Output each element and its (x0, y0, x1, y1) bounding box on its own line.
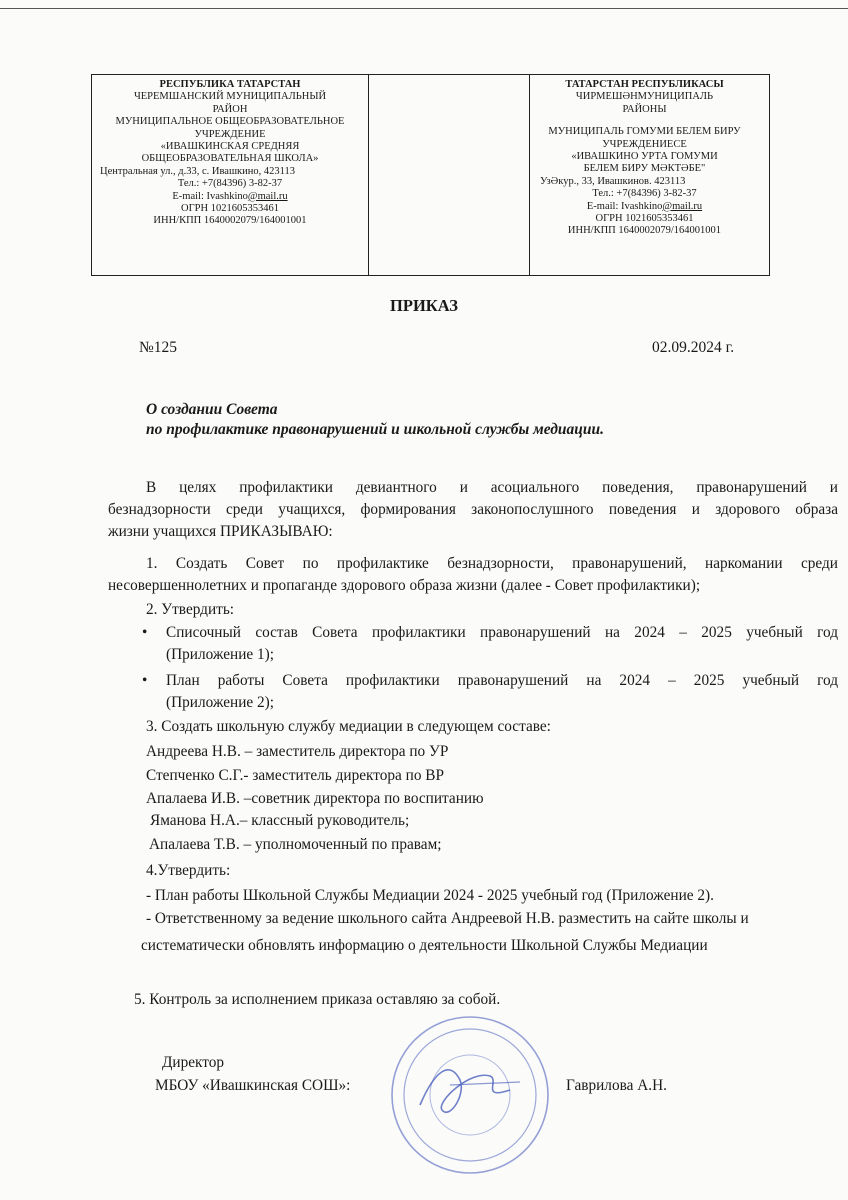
bullet-line: Списочный состав Совета профилактики правонарушений на 2024 – 2025 учебный год (166, 624, 838, 641)
letterhead-left-line: УЧРЕЖДЕНИЕ (194, 128, 266, 140)
letterhead-left-line: ЧЕРЕМШАНСКИЙ МУНИЦИПАЛЬНЫЙ (133, 91, 327, 103)
member-line: Яманова Н.А.– классный руководитель; (150, 812, 410, 829)
letterhead-left-line: «ИВАШКИНСКАЯ СРЕДНЯЯ (160, 141, 300, 153)
letterhead-left-address: Центральная ул., д.33, с. Ивашкино, 423113 (100, 165, 295, 177)
bullet-line: План работы Совета профилактики правонарушений на 2024 – 2025 учебный год (166, 672, 838, 689)
order-subject (146, 400, 604, 440)
letterhead-left-ogrn: ОГРН 1021605353461 (181, 203, 279, 215)
member-line: Апалаева Т.В. – уполномоченный по правам; (149, 836, 442, 853)
spacer (530, 116, 759, 126)
scan-edge-line (0, 8, 848, 9)
bullet-item (138, 622, 838, 666)
letterhead-right-inn: ИНН/КПП 1640002079/164001001 (567, 225, 722, 237)
letterhead-left-phone: Тел.: +7(84396) 3-82-37 (177, 178, 283, 190)
letterhead-right-email (530, 201, 759, 213)
bullet-line: (Приложение 2); (166, 694, 275, 711)
item-1 (108, 553, 838, 597)
email-domain-link[interactable]: @mail.ru (662, 200, 703, 212)
document-title: ПРИКАЗ (390, 296, 458, 315)
stamp-seal-icon (380, 1010, 560, 1180)
item-4: 4.Утвердить: (146, 862, 231, 879)
intro-line: жизни учащихся ПРИКАЗЫВАЮ: (108, 523, 333, 540)
intro-paragraph (108, 477, 838, 543)
order-date: 02.09.2024 г. (652, 339, 735, 356)
item-2: 2. Утвердить: (146, 601, 235, 618)
letterhead-left (92, 75, 368, 275)
letterhead-left-line: РАЙОН (212, 103, 248, 115)
signature-org: МБОУ «Ивашкинская СОШ»: (155, 1077, 351, 1094)
letterhead-right-line: УЧРЕЖДЕНИЕСЕ (602, 138, 687, 150)
member-line: Андреева Н.В. – заместитель директора по УР (146, 743, 449, 760)
order-number: №125 (139, 339, 178, 356)
letterhead-right-line: ЧИРМЕШӘНМУНИЦИПАЛЬ (575, 91, 714, 103)
letterhead-right-line: «ИВАШКИНО УРТА ГОМУМИ (571, 151, 718, 163)
email-prefix: E-mail: Ivashkino (586, 200, 663, 212)
letterhead-left-line: МУНИЦИПАЛЬНОЕ ОБЩЕОБРАЗОВАТЕЛЬНОЕ (115, 116, 345, 128)
item-1-line: 1. Создать Совет по профилактике безнадзорности, правонарушений, наркомании среди (146, 555, 838, 572)
item-4-sub: - План работы Школьной Службы Медиации 2024 - 2025 учебный год (Приложение 2). (146, 887, 714, 904)
letterhead-left-title: РЕСПУБЛИКА ТАТАРСТАН (159, 79, 301, 90)
bullet-line: (Приложение 1); (166, 646, 275, 663)
letterhead-right-line: МУНИЦИПАЛЬ ГОМУМИ БЕЛЕМ БИРУ (548, 126, 741, 138)
bullet-icon: • (142, 624, 148, 641)
signature-name: Гаврилова А.Н. (566, 1077, 667, 1094)
intro-line: безнадзорности среди учащихся, формирования законопослушного поведения и здорового образа (108, 501, 838, 518)
letterhead-right-ogrn: ОГРН 1021605353461 (595, 213, 694, 225)
bullet-item (138, 670, 838, 714)
item-4-sub: - Ответственному за ведение школьного сайта Андреевой Н.В. разместить на сайте школы и (146, 910, 749, 927)
email-prefix: E-mail: Ivashkino (172, 190, 248, 202)
intro-line: В целях профилактики девиантного и асоциального поведения, правонарушений и (146, 479, 838, 496)
member-line: Апалаева И.В. –советник директора по воспитанию (146, 790, 484, 807)
item-3: 3. Создать школьную службу медиации в следующем составе: (146, 718, 551, 735)
letterhead-left-email (92, 191, 368, 203)
letterhead-right-line: БЕЛЕМ БИРУ МӘКТӘБЕ" (583, 163, 706, 175)
member-line: Степченко С.Г.- заместитель директора по ВР (146, 767, 444, 784)
letterhead-right (530, 75, 769, 275)
letterhead-right-address: УзӘкур., 33, Ивашкинов. 423113 (540, 175, 686, 187)
subject-line: по профилактике правонарушений и школьной службы медиации. (146, 421, 605, 438)
letterhead-right-title: ТАТАРСТАН РЕСПУБЛИКАСЫ (565, 79, 724, 90)
letterhead-left-line: ОБЩЕОБРАЗОВАТЕЛЬНАЯ ШКОЛА» (141, 153, 319, 165)
letterhead-left-inn: ИНН/КПП 1640002079/164001001 (153, 215, 307, 227)
letterhead (91, 74, 770, 276)
email-domain-link[interactable]: @mail.ru (247, 190, 288, 202)
letterhead-right-line: РАЙОНЫ (622, 103, 667, 115)
letterhead-right-phone: Тел.: +7(84396) 3-82-37 (592, 188, 697, 200)
item-4-sub: систематически обновлять информацию о деятельности Школьной Службы Медиации (141, 937, 708, 954)
bullet-icon: • (142, 672, 148, 689)
item-5: 5. Контроль за исполнением приказа оставляю за собой. (134, 991, 501, 1008)
subject-line: О создании Совета (146, 401, 278, 418)
letterhead-emblem-area (368, 75, 530, 275)
signature-role: Директор (162, 1054, 225, 1071)
item-1-line: несовершеннолетних и пропаганде здорового образа жизни (далее - Совет профилактики); (108, 577, 701, 594)
